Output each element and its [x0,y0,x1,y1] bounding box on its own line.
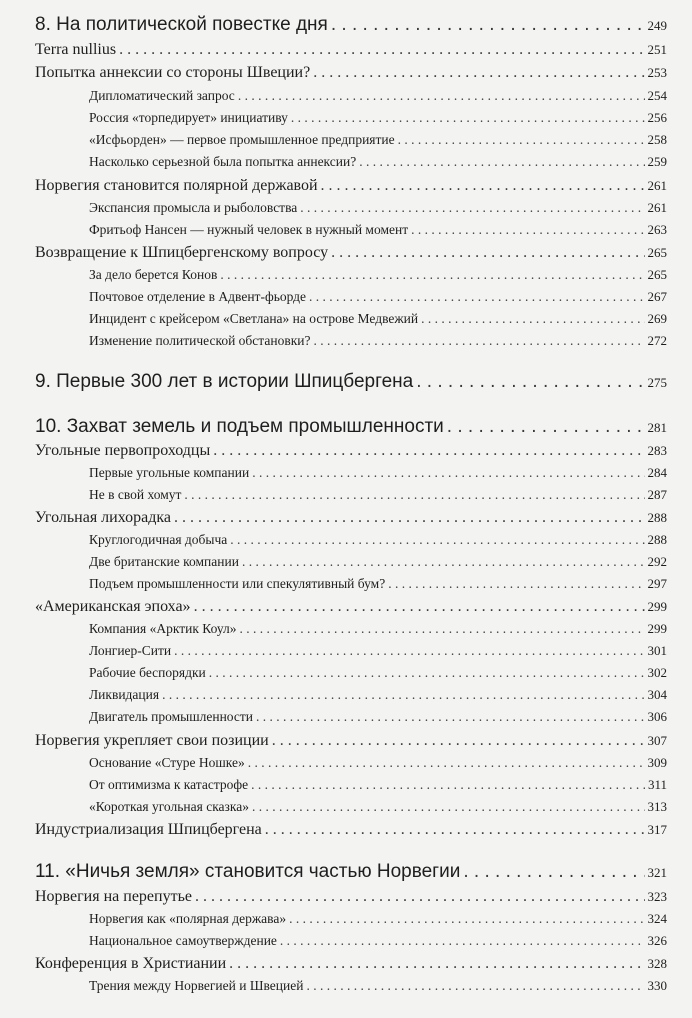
leader-dots [306,978,644,994]
leader-dots [321,177,645,195]
leader-dots [416,371,644,393]
leader-dots [313,64,644,82]
toc-title: Норвегия на перепутье [35,888,192,905]
toc-section [35,821,667,839]
toc-subsection [89,88,667,104]
toc-title: Попытка аннексии со стороны Швеции? [35,64,311,81]
toc-section [35,955,667,973]
toc-title: Первые угольные компании [89,465,250,480]
toc-title: Изменение политической обстановки? [89,333,311,348]
toc-title: Почтовое отделение в Адвент-фьорде [89,289,307,304]
toc-title: Индустриализация Шпицбергена [35,821,262,838]
leader-dots [331,244,644,262]
toc-subsection [89,978,667,994]
toc-page: 326 [647,933,667,948]
toc-title: За дело берется Конов [89,267,218,282]
leader-dots [291,110,645,126]
toc-title: Дипломатический запрос [89,88,235,103]
toc-page: 306 [647,709,667,724]
toc-section [35,509,667,527]
toc-subsection [89,576,667,592]
toc-title: Круглогодичная добыча [89,532,228,547]
leader-dots [162,687,644,703]
leader-dots [229,955,644,973]
toc-section [35,732,667,750]
leader-dots [463,861,644,883]
toc-subsection [89,222,667,238]
toc-page: 251 [647,42,667,57]
toc-title: Подъем промышленности или спекулятивный бум? [89,576,386,591]
toc-title: Не в свой хомут [89,487,182,502]
leader-dots [195,888,645,906]
toc-title: Фритьоф Нансен — нужный человек в нужный момент [89,222,409,237]
toc-page: 307 [647,733,667,748]
toc-subsection [89,709,667,725]
toc-title: Национальное самоутверждение [89,933,277,948]
leader-dots [240,621,645,637]
toc-title: Ликвидация [89,687,160,702]
toc-section [35,177,667,195]
toc-subsection [89,643,667,659]
leader-dots [388,576,644,592]
leader-dots [248,755,645,771]
toc-title: Рабочие беспорядки [89,665,206,680]
toc-subsection [89,532,667,548]
toc-page: 309 [647,755,667,770]
toc-subsection [89,621,667,637]
toc-title: Россия «торпедирует» инициативу [89,110,288,125]
leader-dots [119,41,644,59]
toc-section [35,442,667,460]
toc-page: 297 [647,576,667,591]
toc-subsection [89,289,667,305]
toc-title: Две британские компании [89,554,239,569]
toc-title: Инцидент с крейсером «Светлана» на острове Медвежий [89,311,419,326]
toc-title: 9. Первые 300 лет в истории Шпицбергена [35,371,414,392]
toc-subsection [89,665,667,681]
toc-page: 272 [647,333,667,348]
toc-title: Трения между Норвегией и Швецией [89,978,304,993]
leader-dots [256,709,644,725]
toc-page: 253 [647,65,667,80]
toc-title: Норвегия становится полярной державой [35,177,318,194]
toc-title: Угольные первопроходцы [35,442,211,459]
toc-subsection [89,311,667,327]
toc-subsection [89,799,667,815]
toc-page: 301 [647,643,667,658]
toc-title: Компания «Арктик Коул» [89,621,237,636]
toc-page: 256 [647,110,667,125]
toc-page: 281 [647,420,667,435]
leader-dots [300,200,644,216]
leader-dots [252,799,645,815]
leader-dots [213,442,644,460]
toc-page: 265 [647,245,667,260]
toc-title: 10. Захват земель и подъем промышленности [35,416,444,437]
toc-title: Норвегия укрепляет свои позиции [35,732,269,749]
toc-page: 313 [647,799,667,814]
toc-title: Terra nullius [35,41,117,58]
toc-title: «Короткая угольная сказка» [89,799,249,814]
toc-title: «Исфьорден» — первое промышленное предприятие [89,132,395,147]
leader-dots [421,311,644,327]
toc-page: 254 [647,88,667,103]
toc-page: 323 [647,889,667,904]
toc-subsection [89,911,667,927]
toc-page: 287 [647,487,667,502]
toc-subsection [89,687,667,703]
toc-subsection [89,333,667,349]
leader-dots [230,532,644,548]
toc-subsection [89,777,667,793]
toc-subsection [89,554,667,570]
toc-page: 288 [647,532,667,547]
toc-subsection [89,200,667,216]
toc-title: Угольная лихорадка [35,509,171,526]
toc-section [35,888,667,906]
leader-dots [242,554,645,570]
toc-page: 324 [647,911,667,926]
leader-dots [447,416,645,438]
leader-dots [331,14,645,36]
toc-page: 311 [647,777,667,792]
toc-page: 275 [647,375,667,390]
toc-page: 283 [647,443,667,458]
toc-subsection [89,154,667,170]
leader-dots [280,933,645,949]
toc-page: 299 [647,599,667,614]
toc-page: 263 [647,222,667,237]
leader-dots [174,509,645,527]
toc-title: Лонгиер-Сити [89,643,172,658]
toc-title: Экспансия промысла и рыболовства [89,200,298,215]
toc-chapter [35,416,667,438]
toc-page: 288 [647,510,667,525]
toc-page: 259 [647,154,667,169]
toc-title: Конференция в Христиании [35,955,227,972]
leader-dots [194,598,645,616]
leader-dots [252,465,644,481]
toc-subsection [89,933,667,949]
leader-dots [220,267,644,283]
leader-dots [289,911,644,927]
toc-subsection [89,110,667,126]
toc-title: От оптимизма к катастрофе [89,777,249,792]
toc-subsection [89,465,667,481]
toc-title: Возвращение к Шпицбергенскому вопросу [35,244,329,261]
leader-dots [411,222,644,238]
toc-section [35,598,667,616]
leader-dots [309,289,644,305]
leader-dots [209,665,645,681]
toc-page: 302 [647,665,667,680]
toc-subsection [89,755,667,771]
toc-page: 249 [647,18,667,33]
toc-subsection [89,487,667,503]
toc-subsection [89,132,667,148]
toc-page: 321 [647,865,667,880]
toc-title: 11. «Ничья земля» становится частью Норвегии [35,861,461,882]
leader-dots [174,643,644,659]
toc-page: 265 [647,267,667,282]
leader-dots [251,777,645,793]
toc-section [35,41,667,59]
toc-page: 258 [647,132,667,147]
toc-title: Насколько серьезной была попытка аннексии? [89,154,357,169]
toc-page: 299 [647,621,667,636]
toc-page: 269 [647,311,667,326]
toc-page: 261 [647,200,667,215]
toc-page: 304 [647,687,667,702]
leader-dots [313,333,644,349]
leader-dots [398,132,645,148]
toc-page: 328 [647,956,667,971]
toc-page: 267 [647,289,667,304]
toc-chapter [35,371,667,393]
toc-section [35,244,667,262]
toc-chapter [35,861,667,883]
toc-page: 330 [647,978,667,993]
toc-page: 317 [647,822,667,837]
toc-title: «Американская эпоха» [35,598,191,615]
toc-chapter [35,14,667,36]
leader-dots [265,821,645,839]
leader-dots [272,732,645,750]
leader-dots [238,88,645,104]
toc-title: 8. На политической повестке дня [35,14,328,35]
toc-title: Двигатель промышленности [89,709,254,724]
leader-dots [184,487,644,503]
toc-title: Основание «Стуре Ношке» [89,755,245,770]
leader-dots [359,154,644,170]
toc-section [35,64,667,82]
toc-subsection [89,267,667,283]
toc-title: Норвегия как «полярная держава» [89,911,287,926]
toc-page: 284 [647,465,667,480]
toc-page: 261 [647,178,667,193]
toc-page: 292 [647,554,667,569]
